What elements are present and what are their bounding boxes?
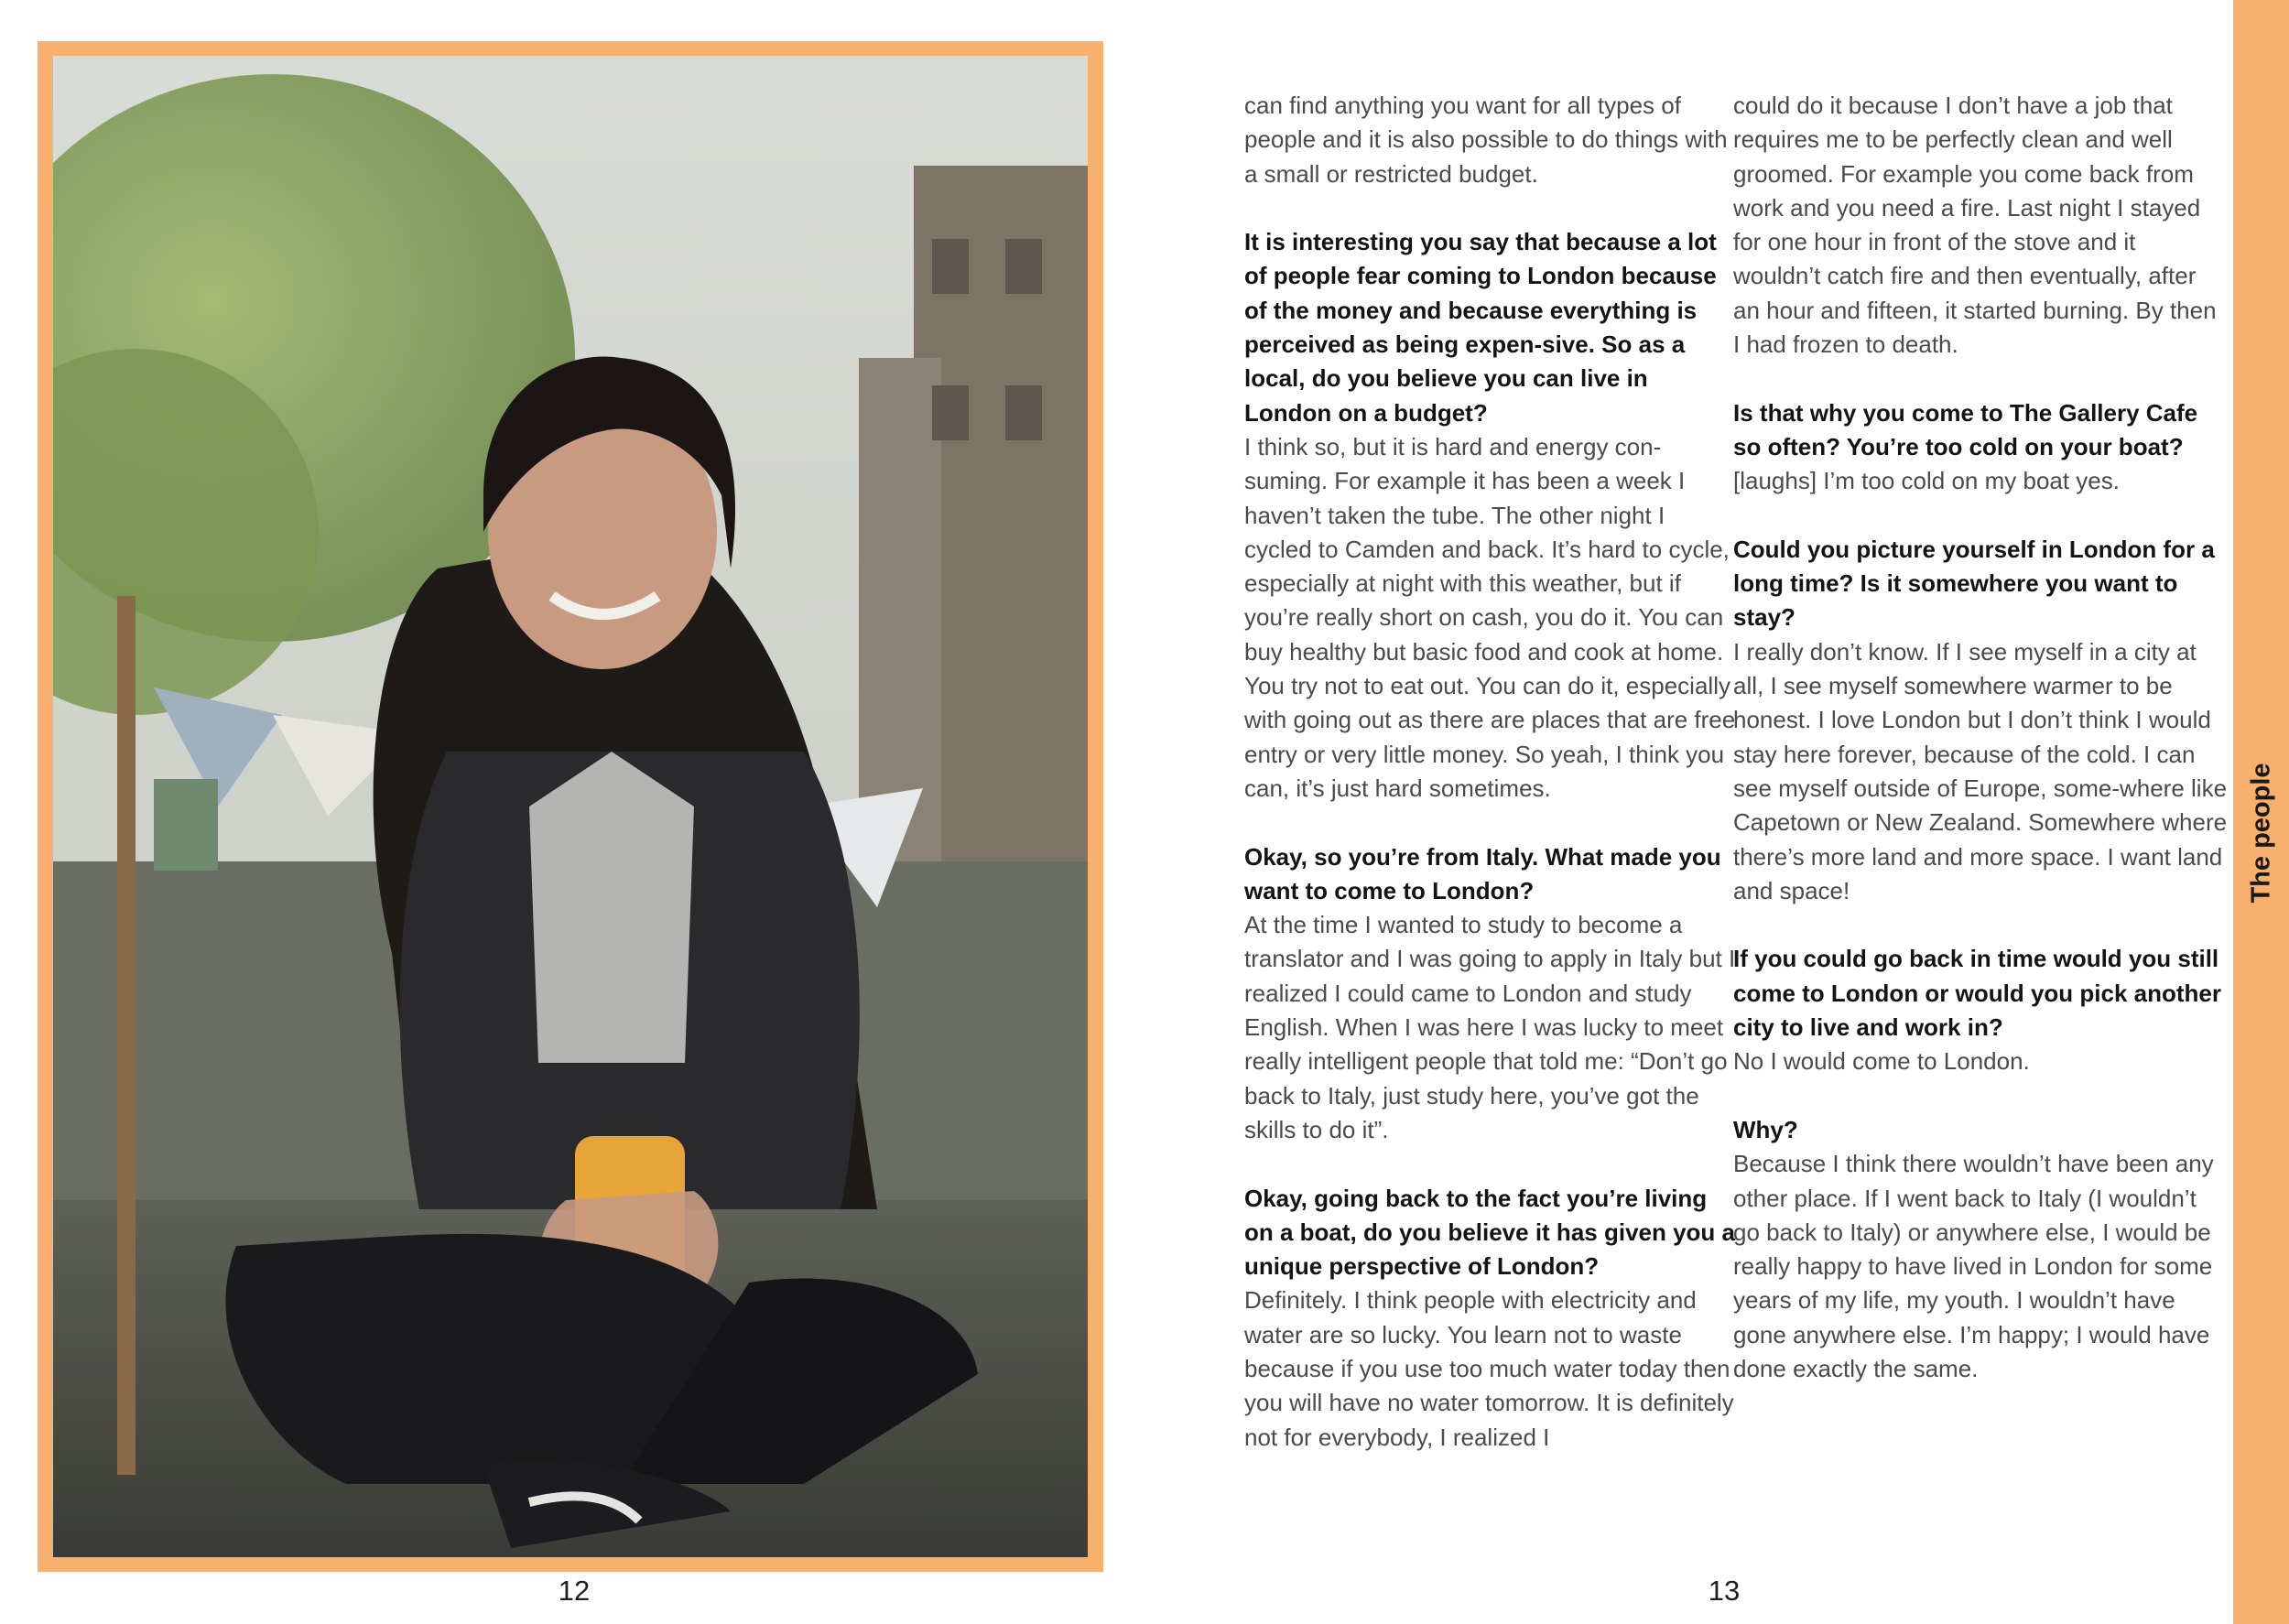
photo-frame bbox=[38, 41, 1103, 1572]
question-text: Could you picture yourself in London for a long time? Is it somewhere you want to stay? bbox=[1733, 535, 2215, 632]
answer-text: Because I think there wouldn’t have been any other place. If I went back to Italy (I wouldn’t go back to Italy) or anywhere else, I would be really happy to have lived in London for some years of my life, my youth. I wouldn’t have gone anywhere else. I’m happy; I would have done exactly the same. bbox=[1733, 1150, 2214, 1382]
qa-block bbox=[1733, 533, 2228, 908]
portrait-illustration bbox=[53, 56, 1088, 1557]
paragraph-block bbox=[1733, 89, 2228, 362]
question-text: Why? bbox=[1733, 1115, 1798, 1143]
qa-block bbox=[1733, 1113, 2228, 1386]
answer-text: can find anything you want for all types of people and it is also possible to do things with a small or restricted budget. bbox=[1244, 92, 1728, 188]
text-column-1 bbox=[1244, 89, 1739, 1489]
question-text: It is interesting you say that because a lot of people fear coming to London because of the money and because everything is perceived as being expen-sive. So as a local, do you believe you can live in London on a budget? bbox=[1244, 228, 1717, 427]
qa-block bbox=[1244, 225, 1739, 806]
answer-text: I think so, but it is hard and energy con-suming. For example it has been a week I haven’t taken the tube. The other night I cycled to Camden and back. It’s hard to cycle, especially at night with this weather, but if you’re really short on cash, you do it. You can buy healthy but basic food and cook at home. You try not to eat out. You can do it, especially with going out as there are places that are free entry or very little money. So yeah, I think you can, it’s just hard sometimes. bbox=[1244, 432, 1736, 802]
answer-text: could do it because I don’t have a job that requires me to be perfectly clean and well groomed. For example you come back from work and you need a fire. Last night I stayed for one hour in front of the stove and it wouldn’t catch fire and then eventually, after an hour and fifteen, it started burning. By then I had frozen to death. bbox=[1733, 92, 2217, 359]
qa-block bbox=[1733, 942, 2228, 1078]
text-column-2 bbox=[1733, 89, 2228, 1421]
section-label: The people bbox=[2246, 763, 2276, 904]
answer-text: I really don’t know. If I see myself in a city at all, I see myself somewhere warmer to be honest. I love London but I don’t think I would stay here forever, because of the cold. I can see myself outside of Europe, some-where like Capetown or New Zealand. Somewhere where there’s more land and more space. I want land and space! bbox=[1733, 637, 2228, 904]
paragraph-block bbox=[1244, 89, 1739, 191]
page-number-left: 12 bbox=[558, 1575, 591, 1607]
portrait-photo bbox=[53, 56, 1088, 1557]
qa-block bbox=[1244, 1182, 1739, 1455]
question-text: Okay, so you’re from Italy. What made you want to come to London? bbox=[1244, 842, 1721, 904]
answer-text: At the time I wanted to study to become a translator and I was going to apply in Italy but I realized I could came to London and study English. When I was here I was lucky to meet really intelligent people that told me: “Don’t go back to Italy, just study here, you’ve got the skills to do it”. bbox=[1244, 911, 1736, 1143]
answer-text: No I would come to London. bbox=[1733, 1047, 2030, 1076]
qa-block bbox=[1733, 396, 2228, 499]
page-number-right: 13 bbox=[1708, 1575, 1741, 1607]
question-text: Okay, going back to the fact you’re living on a boat, do you believe it has given you a unique perspective of London? bbox=[1244, 1184, 1735, 1281]
answer-text: [laughs] I’m too cold on my boat yes. bbox=[1733, 467, 2120, 495]
qa-block bbox=[1244, 840, 1739, 1148]
question-text: If you could go back in time would you still come to London or would you pick another city to live and work in? bbox=[1733, 945, 2221, 1042]
answer-text: Definitely. I think people with electricity and water are so lucky. You learn not to waste because if you use too much water today then you will have no water tomorrow. It is definitely not for everybody, I realized I bbox=[1244, 1286, 1734, 1451]
question-text: Is that why you come to The Gallery Cafe so often? You’re too cold on your boat? bbox=[1733, 398, 2198, 460]
